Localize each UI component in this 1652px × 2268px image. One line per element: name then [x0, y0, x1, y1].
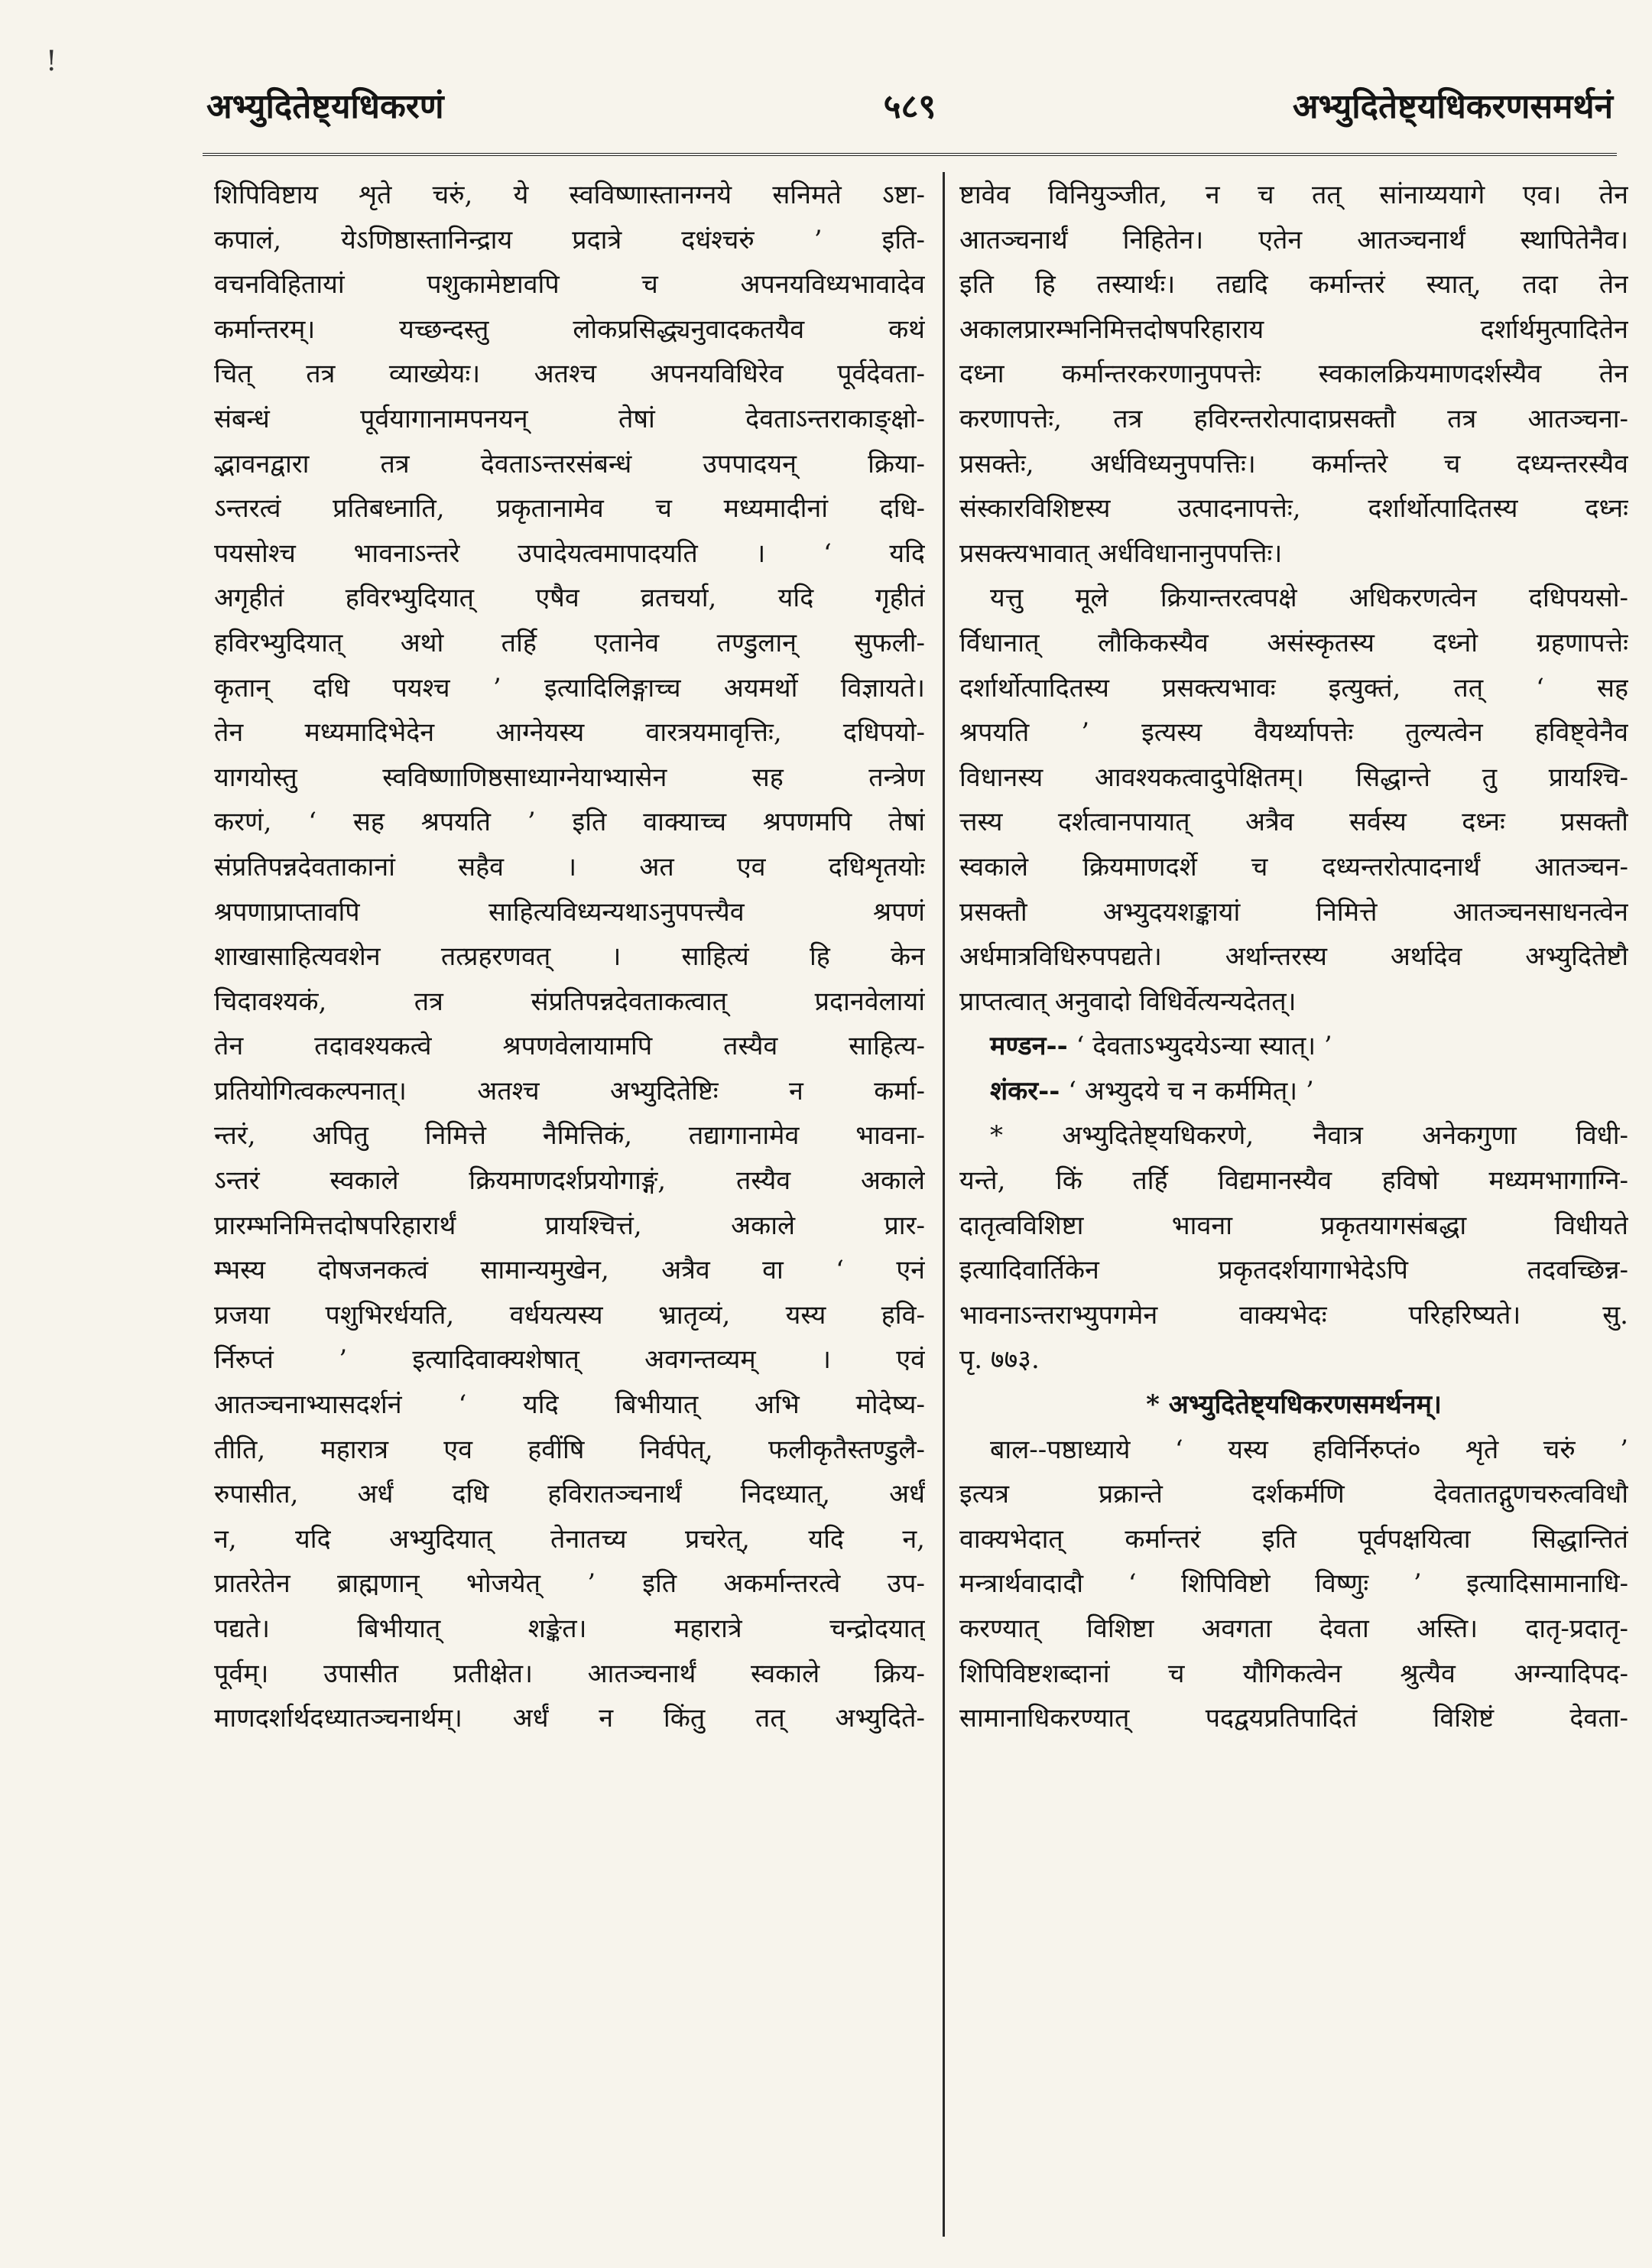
text-line: प्रसक्तौ अभ्युदयशङ्कायां निमित्ते आतञ्चनसाधनत्वेन — [959, 896, 1628, 928]
text-line: म्भस्य दोषजनकत्वं सामान्यमुखेन, अत्रैव वा ‘ एनं — [214, 1255, 925, 1286]
text-line: संप्रतिपन्नदेवताकानां सहैव । अत एव दधिशृतयोः — [214, 851, 925, 882]
text-line: प्राप्तत्वात् अनुवादो विधिर्वेत्यन्यदेतत्। — [959, 986, 1297, 1017]
dialogue-shankara — [959, 1069, 1628, 1114]
text-line: यत्तु मूले क्रियान्तरत्वपक्षे अधिकरणत्वेन दधिपयसो- — [990, 583, 1628, 614]
right-column — [959, 173, 1628, 1741]
text-line: दध्ना कर्मान्तरकरणानुपपत्तेः स्वकालक्रियमाणदर्शस्यैव तेन — [959, 359, 1628, 390]
text-line: चित् तत्र व्याख्येयः। अतश्च अपनयविधिरेव पूर्वदेवता- — [214, 359, 925, 390]
text-line: शाखासाहित्यवशेन तत्प्रहरणवत् । साहित्यं हि केन — [214, 941, 925, 973]
text-line: ऽन्तरं स्वकाले क्रियमाणदर्शप्रयोगाङ्गं, तस्यैव अकाले — [214, 1165, 925, 1197]
text-line: प्रतियोगित्वकल्पनात्। अतश्च अभ्युदितेष्टिः न कर्मा- — [214, 1075, 925, 1106]
footnote-line: भावनाऽन्तराभ्युपगमेन वाक्यभेदः परिहरिष्यते। सु. — [959, 1299, 1628, 1331]
text-line: हविरभ्युदियात् अथो तर्हि एतानेव तण्डुलान् सुफली- — [214, 627, 925, 658]
text-line: ष्टावेव विनियुञ्जीत, न च तत् सांनाय्ययागे एव। तेन — [959, 180, 1628, 210]
speaker-label: मण्डन-- — [990, 1031, 1068, 1062]
text-line: तेन तदावश्यकत्वे श्रपणवेलायामपि तस्यैव साहित्य- — [214, 1031, 925, 1062]
text-line: पद्यते। बिभीयात् शङ्केत। महारात्रे चन्द्रोदयात् — [214, 1613, 925, 1644]
text-line: त्तस्य दर्शत्वानपायात् अत्रैव सर्वस्य दध्नः प्रसक्तौ — [959, 807, 1628, 838]
text-line: वचनविहितायां पशुकामेष्टावपि च अपनयविध्यभावादेव — [214, 269, 925, 301]
margin-mark: ! — [46, 46, 57, 77]
text-line: इत्यत्र प्रक्रान्ते दर्शकर्मणि देवतातद्गुणचरुत्वविधौ — [959, 1479, 1628, 1510]
text-line: संस्कारविशिष्टस्य उत्पादनापत्तेः, दर्शार्थोत्पादितस्य दध्नः — [959, 493, 1628, 525]
text-line: चिदावश्यकं, तत्र संप्रतिपन्नदेवताकत्वात् प्रदानवेलायां — [214, 986, 925, 1017]
text-line: दर्शार्थोत्पादितस्य प्रसक्त्यभावः इत्युक्तं, तत् ‘ सह — [959, 672, 1628, 703]
text-line: करण्यात् विशिष्टा अवगता देवता अस्ति। दातृ-प्रदातृ- — [959, 1613, 1628, 1644]
text-line: वाक्यभेदात् कर्मान्तरं इति पूर्वपक्षयित्वा सिद्धान्तितं — [959, 1523, 1628, 1555]
text-line: मन्त्रार्थवादादौ ‘ शिपिविष्टो विष्णुः ’ इत्यादिसामानाधि- — [959, 1568, 1628, 1600]
text-line: न्तरं, अपितु निमित्ते नैमित्तिकं, तद्यागानामेव भावना- — [214, 1120, 925, 1152]
header-rule — [203, 153, 1617, 156]
text-line: कृतान् दधि पयश्च ’ इत्यादिलिङ्गाच्च अयमर्थो विज्ञायते। — [214, 672, 925, 703]
dialogue-mandana — [959, 1024, 1628, 1069]
footnote-line: इत्यादिवार्तिकेन प्रकृतदर्शयागाभेदेऽपि तदवच्छिन्न- — [959, 1255, 1628, 1286]
text-line: प्रसक्त्यभावात् अर्धविधानानुपपत्तिः। — [959, 538, 1283, 569]
footnote-line: पृ. ७७३. — [959, 1344, 1040, 1376]
text-line: आतञ्चनाभ्यासदर्शनं ‘ यदि बिभीयात् अभि मोदेष्य- — [214, 1389, 925, 1421]
text-line: तेन मध्यमादिभेदेन आग्नेयस्य वारत्रयमावृत्तिः, दधिपयो- — [214, 717, 925, 749]
text-line: संबन्धं पूर्वयागानामपनयन् तेषां देवताऽन्तराकाङ्क्षो- — [214, 403, 925, 434]
text-line: प्रजया पशुभिरर्धयति, वर्धयत्यस्य भ्रातृव्यं, यस्य हवि- — [214, 1299, 925, 1331]
footnote-line: यन्ते, किं तर्हि विद्यमानस्यैव हविषो मध्यमभागाग्नि- — [959, 1165, 1628, 1197]
text-line: अर्धमात्रविधिरुपपद्यते। अर्थान्तरस्य अर्थादेव अभ्युदितेष्टौ — [959, 941, 1628, 973]
page-header — [206, 76, 1613, 145]
text-line: करणं, ‘ सह श्रपयति ’ इति वाक्याच्च श्रपणमपि तेषां — [214, 807, 925, 838]
column-divider — [943, 172, 945, 2237]
left-column — [214, 173, 925, 1741]
text-line: अगृहीतं हविरभ्युदियात् एषैव व्रतचर्या, यदि गृहीतं — [214, 583, 925, 614]
text-line: तीति, महारात्र एव हवींषि निर्वपेत्, फलीकृतैस्तण्डुलै- — [214, 1434, 925, 1465]
text-line: र्निरुप्तं ’ इत्यादिवाक्यशेषात् अवगन्तव्यम् । एवं — [214, 1344, 925, 1376]
text-line: पूर्वम्। उपासीत प्रतीक्षेत। आतञ्चनार्थं स्वकाले क्रिय- — [214, 1658, 925, 1689]
footnote-line: * अभ्युदितेष्ट्यधिकरणे, नैवात्र अनेकगुणा विधी- — [990, 1120, 1628, 1152]
text-line: ऽन्तरत्वं प्रतिबध्नाति, प्रकृतानामेव च मध्यमादीनां दधि- — [214, 493, 925, 525]
text-line: स्वकाले क्रियमाणदर्शे च दध्यन्तरोत्पादनार्थं आतञ्चन- — [959, 851, 1628, 882]
text-line: श्रपयति ’ इत्यस्य वैयर्थ्यापत्तेः तुल्यत्वेन हविष्ट्वेनैव — [959, 717, 1628, 749]
text-line: प्रातरेतेन ब्राह्मणान् भोजयेत् ’ इति अकर्मान्तरत्वे उप- — [214, 1568, 925, 1600]
speaker-label: शंकर-- — [990, 1075, 1060, 1106]
text-line: द्भावनद्वारा तत्र देवताऽन्तरसंबन्धं उपपादयन् क्रिया- — [214, 448, 925, 479]
text-line: यागयोस्तु स्वविष्णाणिष्ठसाध्याग्नेयाभ्यासेन सह तन्त्रेण — [214, 762, 925, 793]
dialogue-text: ‘ अभ्युदये च न कर्ममित्। ’ — [1068, 1075, 1314, 1106]
running-title-right: अभ्युदितेष्ट्यधिकरणसमर्थनं — [1292, 87, 1613, 126]
text-line: विधानस्य आवश्यकत्वादुपेक्षितम्। सिद्धान्ते तु प्रायश्चि- — [959, 762, 1628, 793]
text-line: सामानाधिकरण्यात् पदद्वयप्रतिपादितं विशिष्टं देवता- — [959, 1703, 1628, 1734]
text-line: इति हि तस्यार्थः। तद्यदि कर्मान्तरं स्यात्, तदा तेन — [959, 269, 1628, 301]
dialogue-text: ‘ देवताऽभ्युदयेऽन्या स्यात्। ’ — [1076, 1031, 1332, 1062]
section-title: * अभ्युदितेष्ट्यधिकरणसमर्थनम्। — [1146, 1389, 1442, 1421]
text-line: पयसोश्च भावनाऽन्तरे उपादेयत्वमापादयति । ‘ यदि — [214, 538, 925, 569]
text-line: कर्मान्तरम्। यच्छन्दस्तु लोकप्रसिद्ध्यनुवादकतयैव कथं — [214, 314, 925, 345]
text-line: प्रसक्तेः, अर्धविध्यनुपपत्तिः। कर्मान्तरे च दध्यन्तरस्यैव — [959, 448, 1628, 479]
text-line: करणापत्तेः, तत्र हविरन्तरोत्पादाप्रसक्तौ तत्र आतञ्चना- — [959, 403, 1628, 434]
text-line: माणदर्शार्थदध्यातञ्चनार्थम्। अर्धं न किंतु तत् अभ्युदिते- — [214, 1703, 925, 1734]
text-line: रुपासीत, अर्धं दधि हविरातञ्चनार्थं निदध्यात्, अर्धं — [214, 1479, 925, 1510]
text-line: प्रारम्भनिमित्तदोषपरिहारार्थं प्रायश्चित्तं, अकाले प्रार- — [214, 1210, 925, 1241]
text-line: अकालप्रारम्भनिमित्तदोषपरिहाराय दर्शार्थमुत्पादितेन — [959, 314, 1628, 345]
text-line: बाल--पष्ठाध्याये ‘ यस्य हविर्निरुप्तं० शृते चरुं ’ — [990, 1434, 1628, 1465]
running-title-left: अभ्युदितेष्ट्यधिकरणं — [206, 87, 444, 126]
text-line: श्रपणाप्राप्तावपि साहित्यविध्यन्यथाऽनुपपत्त्यैव श्रपणं — [214, 896, 925, 928]
text-line: शिपिविष्टशब्दानां च यौगिकत्वेन श्रुत्यैव अग्न्यादिपद- — [959, 1658, 1628, 1689]
page-number: ५८९ — [883, 87, 936, 126]
text-line: र्विधानात् लौकिकस्यैव असंस्कृतस्य दध्नो ग्रहणापत्तेः — [959, 627, 1628, 658]
footnote-line: दातृत्वविशिष्टा भावना प्रकृतयागसंबद्धा विधीयते — [959, 1210, 1628, 1241]
text-line: आतञ्चनार्थं निहितेन। एतेन आतञ्चनार्थं स्थापितेनैव। — [959, 224, 1628, 255]
text-line: शिपिविष्टाय शृते चरुं, ये स्वविष्णास्तानग्नये सनिमते ऽष्टा- — [214, 180, 925, 210]
text-line: न, यदि अभ्युदियात् तेनातच्य प्रचरेत्, यदि न, — [214, 1523, 925, 1555]
text-line: कपालं, येऽणिष्ठास्तानिन्द्राय प्रदात्रे दधंश्चरुं ’ इति- — [214, 224, 925, 255]
